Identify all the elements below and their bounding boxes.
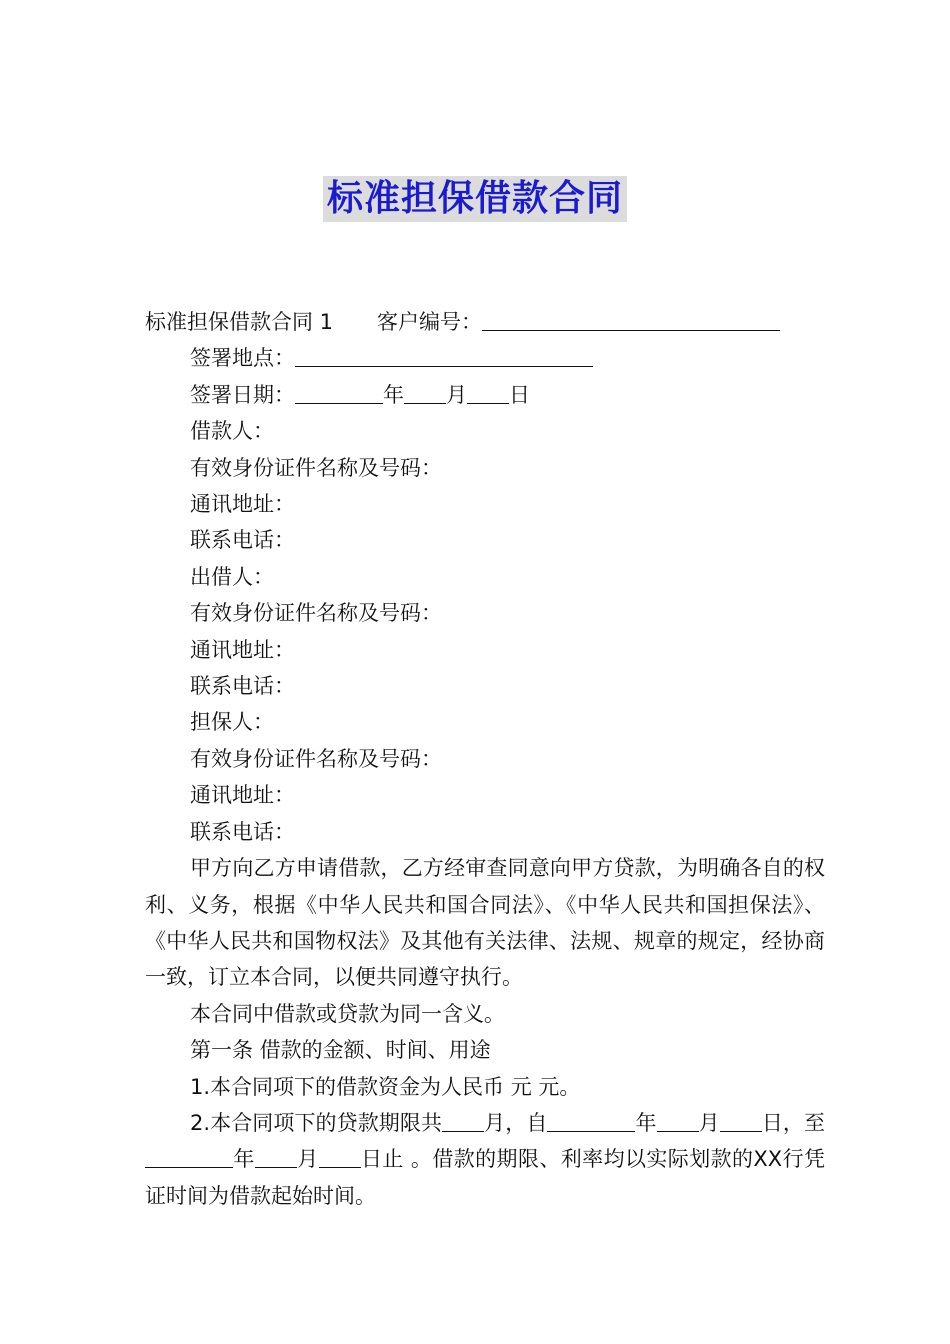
header-line (145, 304, 825, 340)
item2-text-e: 日，至 (761, 1110, 826, 1135)
item2-text-b: 月，自 (484, 1110, 548, 1135)
doc-name: 标准担保借款合同 1 (145, 310, 334, 334)
start-year-blank[interactable] (547, 1109, 635, 1132)
end-year-blank[interactable] (145, 1145, 233, 1168)
sign-date-label: 签署日期： (190, 382, 295, 407)
customer-no-blank[interactable] (482, 308, 780, 331)
item2-text-h: 日止 。借款的期限、利率均以实际划款的XX行凭证时间为借款起始时间。 (145, 1147, 825, 1208)
guarantor-id-label: 有效身份证件名称及号码： (190, 746, 442, 771)
year-label: 年 (383, 382, 404, 407)
lender-address-label: 通讯地址： (190, 637, 295, 662)
sign-place-line (145, 340, 825, 376)
lender-label: 出借人： (190, 564, 274, 589)
article1-heading: 第一条 借款的金额、时间、用途 (190, 1038, 491, 1063)
borrower-phone-label: 联系电话： (190, 528, 295, 553)
document-title: 标准担保借款合同 (323, 176, 627, 222)
borrower-label: 借款人： (190, 419, 274, 444)
sign-date-line (145, 377, 825, 413)
guarantor-label: 担保人： (190, 710, 274, 735)
article1-item2 (145, 1105, 825, 1214)
guarantor-phone-label: 联系电话： (190, 819, 295, 844)
borrower-id-label: 有效身份证件名称及号码： (190, 455, 442, 480)
sign-place-label: 签署地点： (190, 346, 295, 371)
lender-phone-label: 联系电话： (190, 674, 295, 699)
sign-year-blank[interactable] (295, 381, 383, 404)
sign-day-blank[interactable] (467, 381, 509, 404)
item2-text-d: 月 (698, 1110, 720, 1135)
end-month-blank[interactable] (255, 1145, 297, 1168)
start-day-blank[interactable] (720, 1109, 762, 1132)
month-label: 月 (446, 382, 467, 407)
borrower-address-label: 通讯地址： (190, 492, 295, 517)
day-label: 日 (509, 382, 530, 407)
article1-item1: 1.本合同项下的借款资金为人民币 元 元。 (190, 1074, 581, 1099)
start-month-blank[interactable] (657, 1109, 699, 1132)
document-body (145, 304, 825, 1214)
definition-line: 本合同中借款或贷款为同一含义。 (190, 1001, 505, 1026)
sign-month-blank[interactable] (404, 381, 446, 404)
item2-text-a: 2.本合同项下的贷款期限共 (190, 1110, 443, 1135)
document-title-block (0, 176, 950, 222)
end-day-blank[interactable] (319, 1145, 361, 1168)
preamble-paragraph: 甲方向乙方申请借款，乙方经审查同意向甲方贷款，为明确各自的权利、义务，根据《中华人民共和国合同法》、《中华人民共和国担保法》、《中华人民共和国物权法》及其他有关法律、法规、规章的规定，经协商一致，订立本合同，以便共同遵守执行。 (145, 856, 825, 990)
item2-text-f: 年 (233, 1147, 255, 1172)
guarantor-address-label: 通讯地址： (190, 783, 295, 808)
customer-no-label: 客户编号： (377, 310, 483, 334)
item2-text-c: 年 (635, 1110, 657, 1135)
lender-id-label: 有效身份证件名称及号码： (190, 601, 442, 626)
item2-text-g: 月 (296, 1147, 319, 1172)
loan-term-months-blank[interactable] (442, 1109, 484, 1132)
sign-place-blank[interactable] (295, 344, 593, 367)
